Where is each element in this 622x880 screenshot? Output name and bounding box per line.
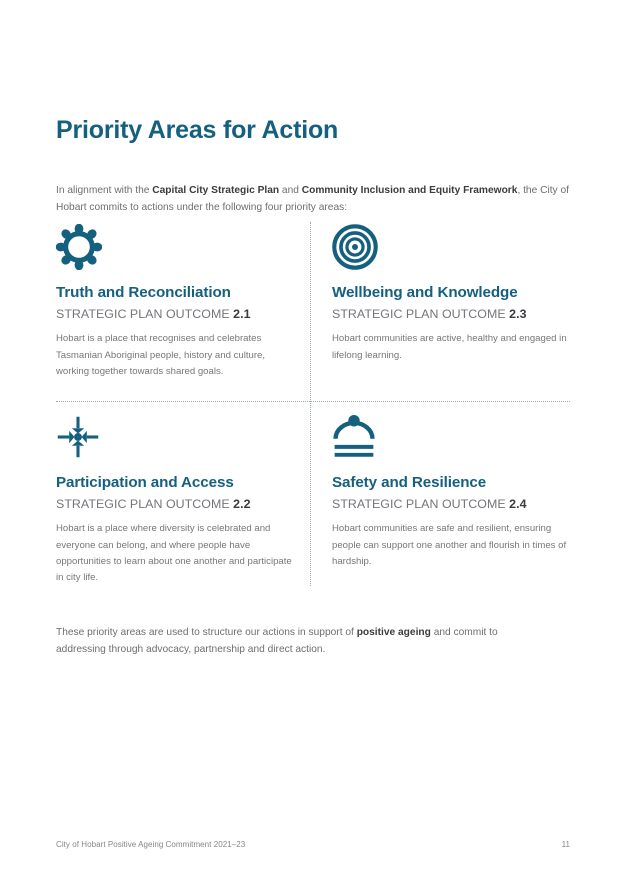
intro-bold-capital-city-strategic-plan: Capital City Strategic Plan [152, 185, 280, 197]
priority-area-description: Hobart is a place that recognises and celebrates Tasmanian Aboriginal people, history and culture, working together towards shared goals. [56, 333, 266, 377]
intro-text-2: and [279, 185, 302, 197]
outcome-label: STRATEGIC PLAN OUTCOME [56, 306, 234, 321]
outcome-number: 2.3 [509, 306, 527, 321]
page-footer [56, 840, 570, 849]
priority-area-description: Hobart is a place where diversity is celebrated and everyone can belong, and where people have opportunities to learn about one another and participate in city life. [56, 523, 292, 583]
closing-text-2: and commit to addressing through advocacy, partnership and direct action. [56, 627, 498, 655]
intro-text-3: , the City of Hobart commits to actions under the following four priority areas: [56, 185, 569, 213]
outcome-number: 2.4 [509, 496, 527, 511]
priority-areas-grid [56, 222, 570, 586]
intro-paragraph [56, 183, 576, 216]
priority-area-card-truth-and-reconciliation [56, 222, 298, 380]
concentric-circles-icon [332, 222, 574, 272]
footer-document-title: City of Hobart Positive Ageing Commitment 2021–23 [56, 840, 246, 849]
closing-bold-positive-ageing: positive ageing [356, 627, 431, 639]
priority-area-card-wellbeing-and-knowledge [332, 222, 574, 364]
closing-text-1: These priority areas are used to structure our actions in support of [56, 627, 357, 639]
priority-area-title: Participation and Access [56, 474, 234, 491]
footer-page-number: 11 [561, 840, 570, 849]
intro-text-1: In alignment with the [56, 185, 153, 197]
outcome-label: STRATEGIC PLAN OUTCOME [332, 306, 510, 321]
closing-paragraph [56, 625, 536, 658]
priority-area-title: Safety and Resilience [332, 474, 487, 491]
priority-area-outcome [56, 307, 298, 322]
outcome-number: 2.1 [233, 306, 251, 321]
priority-area-title: Truth and Reconciliation [56, 284, 231, 301]
flower-ring-icon [56, 222, 298, 272]
page-title: Priority Areas for Action [56, 115, 339, 144]
intro-bold-community-inclusion-framework: Community Inclusion and Equity Framework [301, 185, 518, 197]
priority-area-outcome [332, 307, 574, 322]
priority-area-outcome [332, 497, 574, 512]
outcome-label: STRATEGIC PLAN OUTCOME [332, 496, 510, 511]
person-pedestal-icon [332, 412, 574, 462]
priority-area-title: Wellbeing and Knowledge [332, 284, 518, 301]
priority-area-description: Hobart communities are safe and resilient, ensuring people can support one another and flourish in times of hardship. [332, 523, 567, 567]
converging-arrows-icon [56, 412, 298, 462]
priority-area-card-participation-and-access [56, 412, 298, 586]
priority-area-card-safety-and-resilience [332, 412, 574, 570]
outcome-number: 2.2 [233, 496, 251, 511]
priority-area-description: Hobart communities are active, healthy and engaged in lifelong learning. [332, 333, 567, 361]
priority-area-outcome [56, 497, 298, 512]
outcome-label: STRATEGIC PLAN OUTCOME [56, 496, 234, 511]
